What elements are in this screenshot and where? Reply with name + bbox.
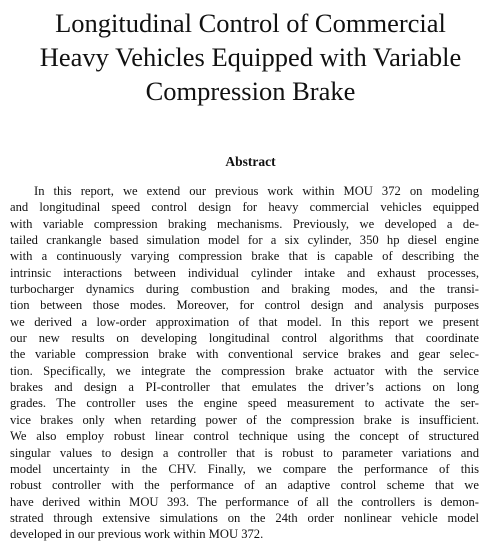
abstract-line: we derived a low-order approximation of that model. In this report we present — [10, 314, 479, 329]
abstract-line: with variable compression braking mechanisms. Previously, we developed a de- — [10, 216, 479, 231]
title-line-2: Heavy Vehicles Equipped with Variable — [39, 42, 462, 72]
abstract-line: grades. The controller uses the engine speed measurement to activate the ser- — [10, 396, 479, 411]
abstract-body — [10, 183, 479, 543]
abstract-line: have derived within MOU 393. The performance of all the controllers is demon- — [10, 494, 479, 509]
title-line-1: Longitudinal Control of Commercial — [55, 8, 446, 38]
abstract-line: tailed crankangle based simulation model for a six cylinder, 350 hp diesel engine — [10, 233, 479, 248]
abstract-line: with a continuously varying compression brake that is capable of describing the — [10, 249, 479, 264]
abstract-line: our new results on developing longitudinal control algorithms that coordinate — [10, 331, 479, 346]
abstract-line: intrinsic interactions between individual cylinder intake and exhaust processes, — [10, 265, 479, 280]
abstract-line: and longitudinal speed control design for heavy commercial vehicles equipped — [10, 200, 479, 215]
abstract-line: tion between those modes. Moreover, for control design and analysis purposes — [10, 298, 479, 313]
abstract-line: model uncertainty in the CHV. Finally, we compare the performance of this — [10, 461, 479, 476]
paper-title — [0, 6, 501, 108]
abstract-line: brakes and design a PI-controller that emulates the driver’s actions on long — [10, 380, 479, 395]
abstract-line: In this report, we extend our previous work within MOU 372 on modeling — [34, 184, 479, 198]
abstract-line: singular values to design a controller that is robust to parameter variations and — [10, 445, 479, 460]
abstract-line: turbocharger dynamics during combustion and braking modes, and the transi- — [10, 282, 479, 297]
abstract-line: We also employ robust linear control technique using the concept of structured — [10, 429, 479, 444]
title-line-3: Compression Brake — [145, 76, 356, 106]
abstract-line: tion. Specifically, we integrate the compression brake actuator with the service — [10, 363, 479, 378]
abstract-heading: Abstract — [225, 154, 276, 169]
abstract-line: vice brakes only when retarding power of the compression brake is insufficient. — [10, 412, 479, 427]
abstract-line: strated through extensive simulations on the 24th order nonlinear vehicle model — [10, 510, 479, 525]
abstract-line: robust controller with the performance of an adaptive control scheme that we — [10, 478, 479, 493]
abstract-line: developed in our previous work within MOU 372. — [10, 527, 264, 542]
abstract-line: the variable compression brake with conventional service brakes and gear selec- — [10, 347, 479, 362]
